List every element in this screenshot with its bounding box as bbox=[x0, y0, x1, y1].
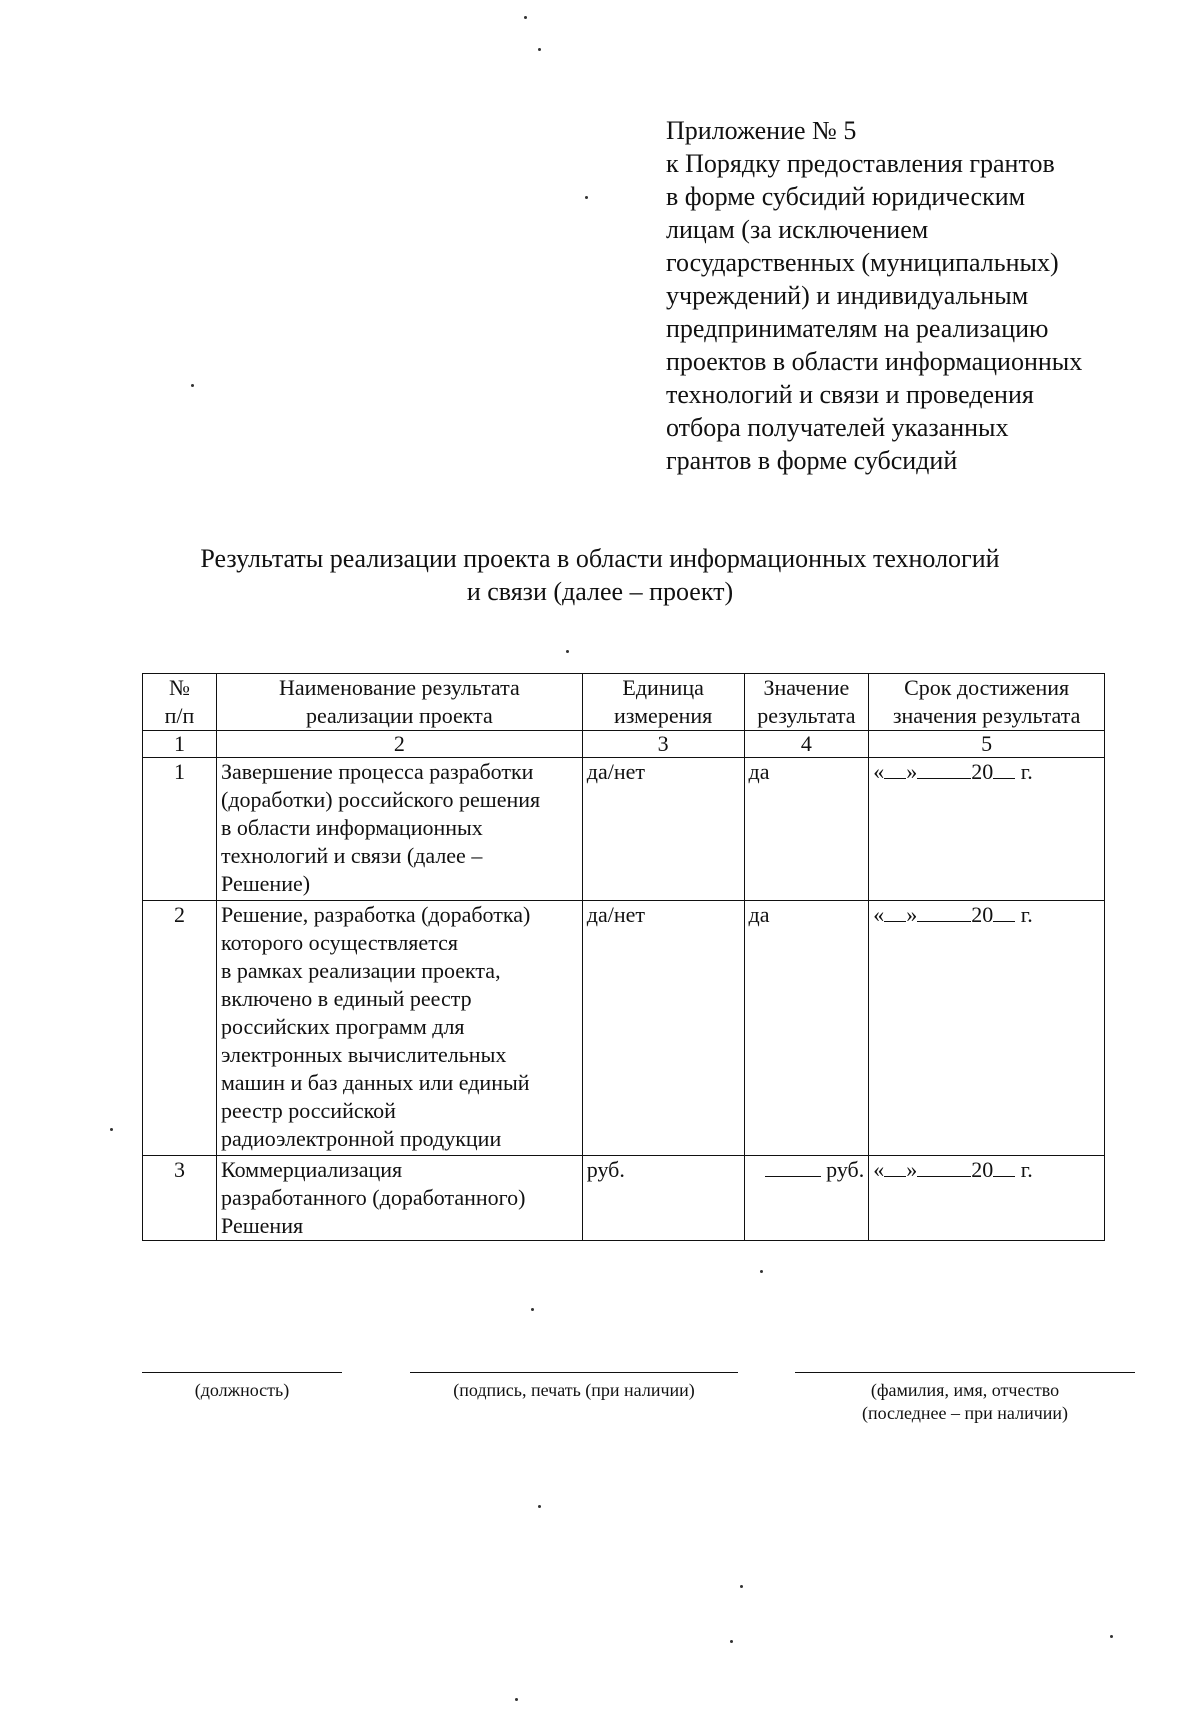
table-row bbox=[143, 901, 1105, 1156]
result-name-line: в области информационных bbox=[221, 815, 483, 840]
quote-close: » bbox=[906, 1157, 918, 1182]
column-number-row bbox=[143, 731, 1105, 758]
result-name-line: в рамках реализации проекта, bbox=[221, 958, 501, 983]
result-name-line: Решение) bbox=[221, 871, 311, 896]
result-name bbox=[217, 758, 583, 901]
scan-speck bbox=[531, 1308, 534, 1311]
header-term bbox=[869, 674, 1105, 731]
result-name-line: российских программ для bbox=[221, 1014, 465, 1039]
appendix-line: отбора получателей указанных bbox=[666, 413, 1009, 442]
column-number: 3 bbox=[582, 731, 744, 758]
result-name bbox=[217, 1156, 583, 1241]
scan-speck bbox=[740, 1585, 743, 1588]
value-cell bbox=[744, 1156, 869, 1241]
result-name-line: машин и баз данных или единый bbox=[221, 1070, 530, 1095]
scan-speck bbox=[524, 16, 527, 19]
result-name-line: технологий и связи (далее – bbox=[221, 843, 483, 868]
year-prefix: 20 bbox=[971, 902, 994, 927]
year-prefix: 20 bbox=[971, 759, 994, 784]
scan-speck bbox=[585, 196, 588, 199]
quote-open: « bbox=[873, 759, 885, 784]
result-name bbox=[217, 901, 583, 1156]
fio-label bbox=[795, 1379, 1135, 1425]
quote-open: « bbox=[873, 1157, 885, 1182]
appendix-line: предпринимателям на реализацию bbox=[666, 314, 1049, 343]
signature-label: (подпись, печать (при наличии) bbox=[453, 1380, 695, 1400]
scan-speck bbox=[538, 1505, 541, 1508]
scan-speck bbox=[1110, 1635, 1113, 1638]
table-row bbox=[143, 1156, 1105, 1241]
header-no-line: № bbox=[169, 675, 190, 700]
year-blank bbox=[993, 1158, 1015, 1177]
header-name-line: реализации проекта bbox=[305, 703, 493, 728]
result-name-line: Коммерциализация bbox=[221, 1157, 403, 1182]
result-name-line: электронных вычислительных bbox=[221, 1042, 507, 1067]
unit-cell: руб. bbox=[582, 1156, 744, 1241]
year-suffix: г. bbox=[1020, 902, 1033, 927]
scan-speck bbox=[760, 1270, 763, 1273]
fio-line bbox=[795, 1372, 1135, 1373]
day-blank bbox=[884, 760, 906, 779]
header-name-line: Наименование результата bbox=[279, 675, 520, 700]
results-table bbox=[142, 673, 1105, 1241]
term-cell bbox=[869, 758, 1105, 901]
appendix-line: технологий и связи и проведения bbox=[666, 380, 1034, 409]
unit-cell: да/нет bbox=[582, 901, 744, 1156]
value-cell: да bbox=[744, 758, 869, 901]
year-blank bbox=[993, 903, 1015, 922]
appendix-line: государственных (муниципальных) bbox=[666, 248, 1059, 277]
header-unit-line: измерения bbox=[613, 703, 713, 728]
value-blank bbox=[765, 1158, 821, 1177]
title-line-1: Результаты реализации проекта в области информационных технологий bbox=[200, 544, 1000, 573]
result-name-line: Решение, разработка (доработка) bbox=[221, 902, 531, 927]
position-line bbox=[142, 1372, 342, 1373]
appendix-line: проектов в области информационных bbox=[666, 347, 1083, 376]
header-unit bbox=[582, 674, 744, 731]
table-header-row bbox=[143, 674, 1105, 731]
header-term-line: Срок достижения bbox=[904, 675, 1070, 700]
document-title bbox=[140, 542, 1060, 608]
month-blank bbox=[917, 1158, 971, 1177]
term-date bbox=[873, 759, 1033, 784]
term-date bbox=[873, 902, 1033, 927]
position-label: (должность) bbox=[194, 1380, 290, 1400]
signature-line bbox=[410, 1372, 738, 1373]
year-blank bbox=[993, 760, 1015, 779]
quote-close: » bbox=[906, 902, 918, 927]
term-cell bbox=[869, 1156, 1105, 1241]
scan-speck bbox=[730, 1640, 733, 1643]
term-date bbox=[873, 1157, 1033, 1182]
year-suffix: г. bbox=[1020, 759, 1033, 784]
header-name bbox=[217, 674, 583, 731]
scan-speck bbox=[110, 1128, 113, 1131]
table-row bbox=[143, 758, 1105, 901]
row-number: 3 bbox=[143, 1156, 217, 1241]
result-name-line: радиоэлектронной продукции bbox=[221, 1126, 502, 1151]
day-blank bbox=[884, 903, 906, 922]
result-name-line: Решения bbox=[221, 1213, 304, 1238]
result-name-line: включено в единый реестр bbox=[221, 986, 472, 1011]
column-number: 5 bbox=[869, 731, 1105, 758]
scan-speck bbox=[566, 650, 569, 653]
appendix-header bbox=[666, 114, 1136, 477]
month-blank bbox=[917, 760, 971, 779]
fio-label-line: (последнее – при наличии) bbox=[861, 1403, 1069, 1423]
month-blank bbox=[917, 903, 971, 922]
day-blank bbox=[884, 1158, 906, 1177]
column-number: 4 bbox=[744, 731, 869, 758]
result-name-line: Завершение процесса разработки bbox=[221, 759, 534, 784]
result-name-line: которого осуществляется bbox=[221, 930, 458, 955]
header-no-line: п/п bbox=[164, 703, 195, 728]
value-cell: да bbox=[744, 901, 869, 1156]
header-value bbox=[744, 674, 869, 731]
fio-label-line: (фамилия, имя, отчество bbox=[870, 1380, 1060, 1400]
result-name-line: (доработки) российского решения bbox=[221, 787, 541, 812]
row-number: 1 bbox=[143, 758, 217, 901]
scan-speck bbox=[515, 1698, 518, 1701]
appendix-line: грантов в форме субсидий bbox=[666, 446, 958, 475]
term-cell bbox=[869, 901, 1105, 1156]
header-unit-line: Единица bbox=[622, 675, 704, 700]
unit-cell: да/нет bbox=[582, 758, 744, 901]
column-number: 2 bbox=[217, 731, 583, 758]
year-suffix: г. bbox=[1020, 1157, 1033, 1182]
appendix-line: учреждений) и индивидуальным bbox=[666, 281, 1029, 310]
result-name-line: разработанного (доработанного) bbox=[221, 1185, 526, 1210]
appendix-line: к Порядку предоставления грантов bbox=[666, 149, 1055, 178]
appendix-line: Приложение № 5 bbox=[666, 116, 857, 145]
value-suffix: руб. bbox=[826, 1157, 865, 1182]
scan-speck bbox=[191, 384, 194, 387]
year-prefix: 20 bbox=[971, 1157, 994, 1182]
header-value-line: Значение bbox=[763, 675, 850, 700]
header-no bbox=[143, 674, 217, 731]
appendix-line: лицам (за исключением bbox=[666, 215, 929, 244]
quote-open: « bbox=[873, 902, 885, 927]
header-term-line: значения результата bbox=[892, 703, 1081, 728]
header-value-line: результата bbox=[757, 703, 856, 728]
column-number: 1 bbox=[143, 731, 217, 758]
scan-speck bbox=[538, 48, 541, 51]
result-name-line: реестр российской bbox=[221, 1098, 396, 1123]
title-line-2: и связи (далее – проект) bbox=[466, 577, 734, 606]
appendix-line: в форме субсидий юридическим bbox=[666, 182, 1026, 211]
quote-close: » bbox=[906, 759, 918, 784]
row-number: 2 bbox=[143, 901, 217, 1156]
